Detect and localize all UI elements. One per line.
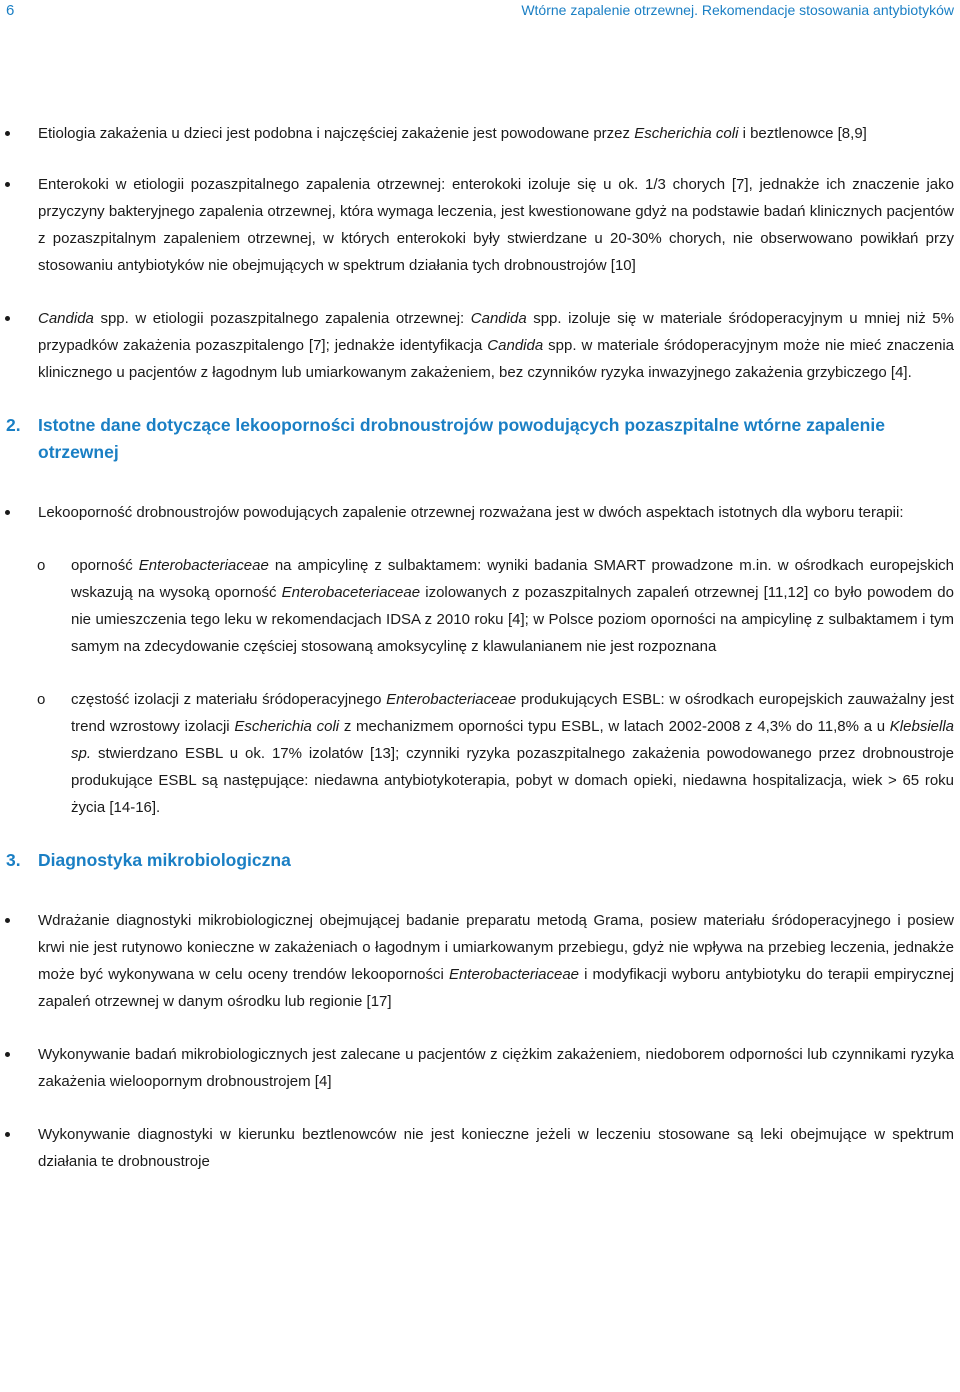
bullet-icon (5, 1132, 10, 1137)
bullet-item: Wykonywanie badań mikrobiologicznych jest zalecane u pacjentów z ciężkim zakażeniem, niedoborem odporności lub czynnikami ryzyka zakażenia wieloopornym drobnoustrojem [4] (0, 1041, 960, 1095)
bullet-item: Wykonywanie diagnostyki w kierunku beztlenowców nie jest konieczne jeżeli w leczeniu stosowane są leki obejmujące w spektrum działania te drobnoustroje (0, 1121, 960, 1175)
section-heading (0, 847, 960, 874)
bullet-icon (5, 1052, 10, 1057)
bullet-item: Etiologia zakażenia u dzieci jest podobna i najczęściej zakażenie jest powodowane przez Escherichia coli i beztlenowce [8,9] (0, 120, 960, 147)
bullet-icon (5, 510, 10, 515)
bullet-icon (5, 182, 10, 187)
bullet-item: Candida spp. w etiologii pozaszpitalnego zapalenia otrzewnej: Candida spp. izoluje się w materiale śródoperacyjnym u mniej niż 5% przypadków zakażenia pozaszpitalengo [7]; jednakże identyfikacja Candida spp. w materiale śródoperacyjnym może nie mieć znaczenia klinicznego u pacjentów z łagodnym lub umiarkowanym zakażeniem, bez czynników ryzyka inwazyjnego zakażenia grzybiczego [4]. (0, 305, 960, 386)
sub-item: o oporność Enterobacteriaceae na ampicylinę z sulbaktamem: wyniki badania SMART prowadzone m.in. w ośrodkach europejskich wskazują na wysoką oporność Enterobaceteriaceae izolowanych z pozaszpitalnych zapaleń otrzewnej [11,12] co było powodem do nie umieszczenia tego leku w rekomendacjach IDSA z 2010 roku [4]; w Polsce poziom oporności na ampicylinę z sulbaktamem i tym samym na zdecydowanie częściej stosowaną amoksycylinę z klawulanianem nie jest rozpoznana (0, 552, 960, 660)
bullet-icon (5, 316, 10, 321)
bullet-icon (5, 918, 10, 923)
section-number: 3. (6, 850, 21, 870)
bullet-icon (5, 131, 10, 136)
section-number: 2. (6, 415, 21, 435)
bullet-item: Enterokoki w etiologii pozaszpitalnego zapalenia otrzewnej: enterokoki izoluje się u ok. 1/3 chorych [7], jednakże ich znaczenie jako przyczyny bakteryjnego zapalenia otrzewnej, która wymaga leczenia, jest kwestionowane gdyż na podstawie badań klinicznych pacjentów z pozaszpitalnym zapaleniem otrzewnej, w których enterokoki były stwierdzane u 20-30% chorych, nie obserwowano powikłań przy stosowaniu antybiotyków nie obejmujących w spektrum działania tych drobnoustrojów [10] (0, 171, 960, 279)
page-number: 6 (6, 2, 15, 19)
page-header (0, 0, 960, 24)
circle-bullet-icon: o (37, 557, 46, 574)
bullet-item: Wdrażanie diagnostyki mikrobiologicznej obejmującej badanie preparatu metodą Grama, posiew materiału śródoperacyjnego i posiew krwi nie jest rutynowo konieczne w zakażeniach o łagodnym i umiarkowanym przebiegu, gdyż nie wpływa na przebieg leczenia, jednakże może być wykonywana w celu oceny trendów lekooporności Enterobacteriaceae i modyfikacji wyboru antybiotyku do terapii empirycznej zapaleń otrzewnej w danym ośrodku lub regionie [17] (0, 907, 960, 1015)
section-title: Diagnostyka mikrobiologiczna (38, 850, 291, 870)
section-title: Istotne dane dotyczące lekooporności drobnoustrojów powodujących pozaszpitalne wtórne zapalenie otrzewnej (38, 415, 885, 462)
section-heading (0, 412, 960, 466)
running-title: Wtórne zapalenie otrzewnej. Rekomendacje stosowania antybiotyków (521, 2, 954, 18)
circle-bullet-icon: o (37, 691, 46, 708)
bullet-item: Lekooporność drobnoustrojów powodujących zapalenie otrzewnej rozważana jest w dwóch aspektach istotnych dla wyboru terapii: (0, 499, 960, 526)
sub-item: o częstość izolacji z materiału śródoperacyjnego Enterobacteriaceae produkujących ESBL: w ośrodkach europejskich zauważalny jest trend wzrostowy izolacji Escherichia coli z mechanizmem oporności typu ESBL, w latach 2002-2008 z 4,3% do 11,8% a u Klebsiella sp. stwierdzano ESBL u ok. 17% izolatów [13]; czynniki ryzyka pozaszpitalnego zakażenia powodowanego przez drobnoustroje produkujące ESBL są następujące: niedawna antybiotykoterapia, pobyt w domach opieki, niedawna hospitalizacja, wiek > 65 roku życia [14-16]. (0, 686, 960, 821)
page-content (0, 120, 960, 1175)
